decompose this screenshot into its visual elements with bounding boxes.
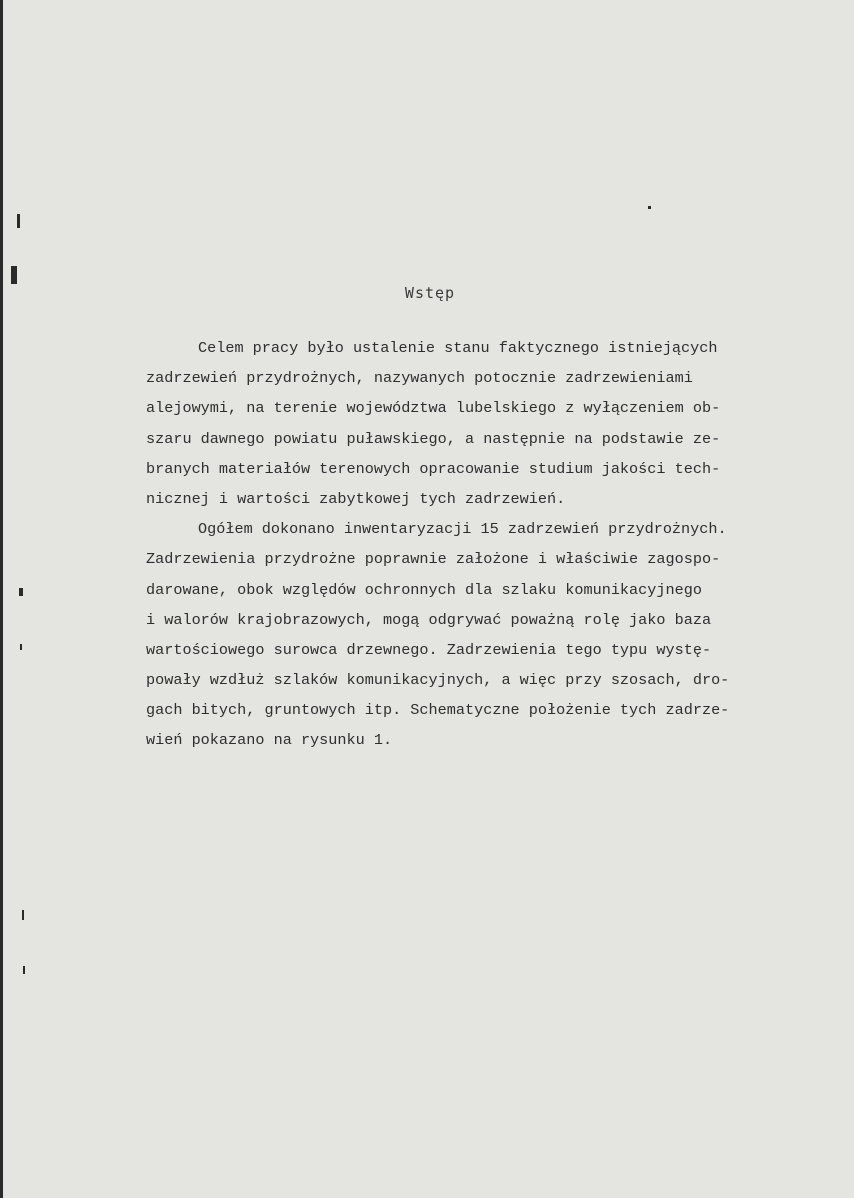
binding-mark [22, 910, 24, 920]
page-speck [648, 206, 651, 209]
page-title: Wstęp [404, 284, 456, 302]
text-line: darowane, obok względów ochronnych dla szlaku komunikacyjnego [146, 580, 702, 599]
text-line: gach bitych, gruntowych itp. Schematyczne położenie tych zadrze- [146, 701, 730, 720]
text-line: alejowymi, na terenie województwa lubelskiego z wyłączeniem ob- [146, 399, 721, 418]
text-line: wień pokazano na rysunku 1. [146, 731, 393, 750]
text-line: Zadrzewienia przydrożne poprawnie założone i właściwie zagospo- [146, 550, 721, 569]
text-line: powały wzdłuż szlaków komunikacyjnych, a więc przy szosach, dro- [146, 671, 730, 690]
text-line: szaru dawnego powiatu puławskiego, a następnie na podstawie ze- [146, 429, 721, 448]
binding-mark [19, 588, 23, 596]
body-text [146, 333, 836, 756]
text-line: Celem pracy było ustalenie stanu faktycznego istniejących [198, 339, 718, 357]
text-line: i walorów krajobrazowych, mogą odgrywać poważną rolę jako baza [146, 610, 712, 629]
text-line: wartościowego surowca drzewnego. Zadrzewienia tego typu wystę- [146, 640, 712, 659]
text-line: branych materiałów terenowych opracowanie studium jakości tech- [146, 459, 721, 478]
text-line: Ogółem dokonano inwentaryzacji 15 zadrzewień przydrożnych. [198, 520, 727, 539]
binding-mark [11, 266, 17, 284]
binding-mark [23, 966, 25, 974]
binding-mark [17, 214, 20, 228]
binding-mark [20, 644, 22, 650]
text-line: nicznej i wartości zabytkowej tych zadrzewień. [146, 489, 566, 508]
text-line: zadrzewień przydrożnych, nazywanych potocznie zadrzewieniami [146, 369, 693, 388]
